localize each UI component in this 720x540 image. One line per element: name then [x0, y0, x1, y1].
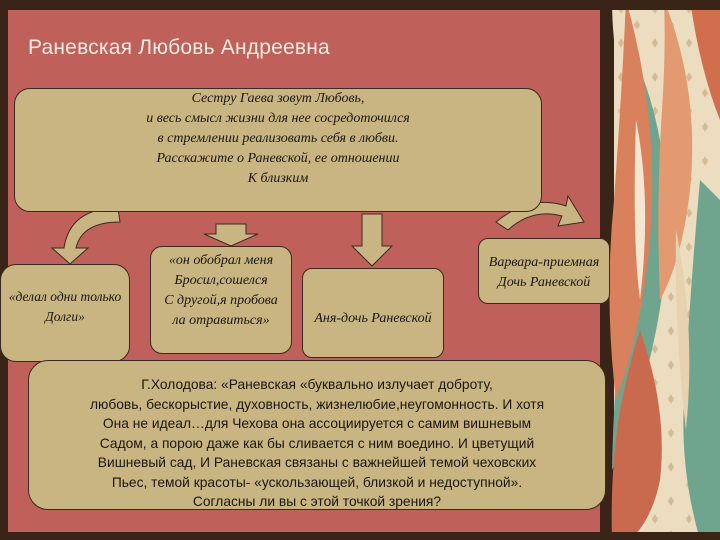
debts-line: «делал одни только [8, 289, 122, 304]
quote-line: любовь, бескорыстие, духовность, жизнелюбие,неугомонность. И хотя [89, 396, 545, 412]
varya-line: Дочь Раневской [497, 275, 591, 290]
robbed-box [150, 246, 292, 354]
quote-line: Она не идеал…для Чехова она ассоциируется с самим вишневым [102, 416, 532, 431]
slide-title: Раневская Любовь Андреевна [28, 36, 330, 59]
varya-line: Варвара-приемная [488, 255, 600, 270]
main-question-box [14, 88, 542, 212]
debts-line: Долги» [45, 309, 85, 324]
quote-line: Согласны ли вы с этой точкой зрения? [192, 494, 442, 509]
down-arrow-right [352, 214, 392, 266]
anya-box [302, 268, 444, 358]
main-line: Расскажите о Раневской, ее отношении [156, 151, 400, 166]
quote-box [28, 360, 606, 510]
quote-line: Г.Холодова: «Раневская «буквально излучает доброту, [141, 377, 493, 392]
varya-box [478, 238, 610, 304]
main-line: в стремлении реализовать себя в любви. [157, 131, 399, 146]
main-line: и весь смысл жизни для нее сосредоточился [146, 111, 410, 126]
curved-arrow-left [52, 208, 120, 264]
robbed-line: С другой,я пробова [164, 293, 278, 308]
quote-line: Пьес, темой красоты- «ускользающей, близкой и недоступной». [111, 474, 523, 490]
robbed-line: ла отравиться» [172, 313, 270, 328]
down-arrow-middle [204, 224, 258, 246]
robbed-line: «он обобрал меня [168, 253, 274, 268]
quote-line: Вишневый сад, И Раневская связаны с важнейшей темой чеховских [97, 455, 537, 470]
quote-line: Садом, а порою даже как бы сливается с ним воедино. И цветущий [99, 435, 535, 451]
anya-line: Аня-дочь Раневской [314, 311, 432, 326]
debts-box [0, 264, 130, 362]
main-line: К близким [247, 171, 309, 186]
robbed-line: Бросил,сошелся [174, 273, 268, 288]
main-line: Сестру Гаева зовут Любовь, [191, 91, 365, 106]
